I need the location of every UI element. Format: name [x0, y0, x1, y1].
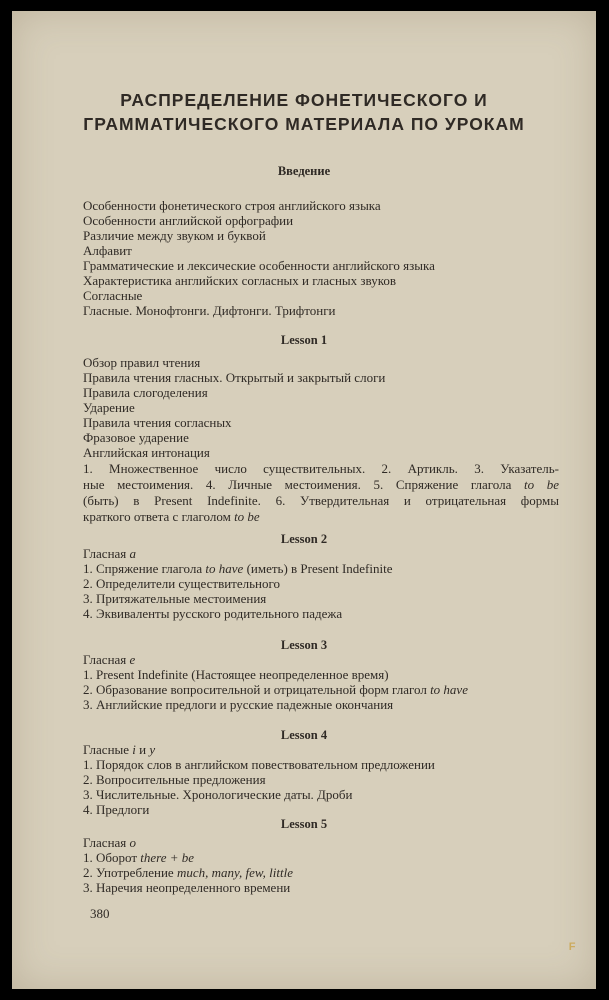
vowel-letter: y	[149, 742, 156, 757]
paragraph-line: (быть) в Present Indefinite. 6. Утвердительная и отрицательная формы	[83, 493, 559, 508]
page-number: 380	[90, 906, 110, 921]
italic-term: to have	[205, 561, 244, 576]
vowel-letter: o	[129, 835, 137, 850]
italic-term: much, many, few, little	[176, 865, 293, 880]
vowel-label: Гласные	[83, 742, 130, 757]
italic-term: there + be	[140, 850, 195, 865]
text: 1. Спряжение глагола	[83, 561, 203, 576]
book-page	[12, 11, 596, 989]
text: 1. Оборот	[83, 850, 138, 865]
vowel-label: Гласная	[83, 652, 127, 667]
text: 2. Образование вопросительной и отрицательной форм глагол	[83, 682, 427, 697]
italic-term: to be	[234, 509, 260, 524]
list-item: Обзор правил чтения	[83, 355, 201, 370]
list-item: 1. Present Indefinite (Настоящее неопределенное время)	[83, 667, 389, 682]
vowel-letter: e	[129, 652, 136, 667]
list-item: Ударение	[83, 400, 135, 415]
text: (иметь) в Present Indefinite	[246, 561, 393, 576]
text: 2. Употребление	[83, 865, 174, 880]
list-item: 2. Вопросительные предложения	[83, 772, 266, 787]
title-line-2: ГРАММАТИЧЕСКОГО МАТЕРИАЛА ПО УРОКАМ	[83, 114, 525, 134]
list-item: Грамматические и лексические особенности английского языка	[83, 258, 435, 273]
vowel-letter: a	[129, 546, 137, 561]
conjunction: и	[139, 742, 147, 757]
list-item: Алфавит	[83, 243, 132, 258]
list-item: 3. Притяжательные местоимения	[83, 591, 267, 606]
list-item: 4. Предлоги	[83, 802, 150, 817]
list-item: Согласные	[83, 288, 143, 303]
section-heading-lesson-2: Lesson 2	[280, 532, 328, 546]
paragraph-line: 1. Множественное число существительных. 2. Артикль. 3. Указатель-	[83, 461, 559, 476]
list-item: Особенности английской орфографии	[83, 213, 294, 228]
list-item: 3. Числительные. Хронологические даты. Дроби	[83, 787, 353, 802]
italic-term: to be	[524, 477, 560, 492]
section-heading-lesson-3: Lesson 3	[280, 638, 328, 652]
list-item: 3. Наречия неопределенного времени	[83, 880, 291, 895]
list-item: 1. Порядок слов в английском повествовательном предложении	[83, 757, 435, 772]
list-item: Особенности фонетического строя английского языка	[83, 198, 381, 213]
list-item: Правила слогоделения	[83, 385, 208, 400]
list-item: Правила чтения согласных	[83, 415, 232, 430]
list-item: Правила чтения гласных. Открытый и закрытый слоги	[83, 370, 386, 385]
section-heading-lesson-1: Lesson 1	[280, 333, 328, 347]
list-item: Характеристика английских согласных и гласных звуков	[83, 273, 397, 288]
list-item: Гласные. Монофтонги. Дифтонги. Трифтонги	[83, 303, 336, 318]
text: ные местоимения. 4. Личные местоимения. 5. Спряжение глагола	[83, 477, 512, 492]
vowel-label: Гласная	[83, 835, 127, 850]
list-item: Английская интонация	[83, 445, 210, 460]
list-item: Различие между звуком и буквой	[83, 228, 266, 243]
vowel-letter: i	[132, 742, 136, 757]
page-title	[12, 88, 596, 136]
title-line-1: РАСПРЕДЕЛЕНИЕ ФОНЕТИЧЕСКОГО И	[120, 90, 488, 110]
section-heading-lesson-5: Lesson 5	[280, 817, 328, 831]
italic-term: to have	[430, 682, 468, 697]
list-item: 4. Эквиваленты русского родительного падежа	[83, 606, 343, 621]
paragraph-line	[83, 476, 559, 493]
list-item: Фразовое ударение	[83, 430, 189, 445]
list-item: 2. Определители существительного	[83, 576, 280, 591]
list-item: 3. Английские предлоги и русские падежные окончания	[83, 697, 394, 712]
text: краткого ответа с глаголом	[83, 509, 231, 524]
section-heading-intro: Введение	[277, 164, 331, 178]
watermark: F	[568, 941, 576, 953]
paragraph-line	[83, 508, 559, 525]
section-heading-lesson-4: Lesson 4	[280, 728, 328, 742]
vowel-label: Гласная	[83, 546, 127, 561]
